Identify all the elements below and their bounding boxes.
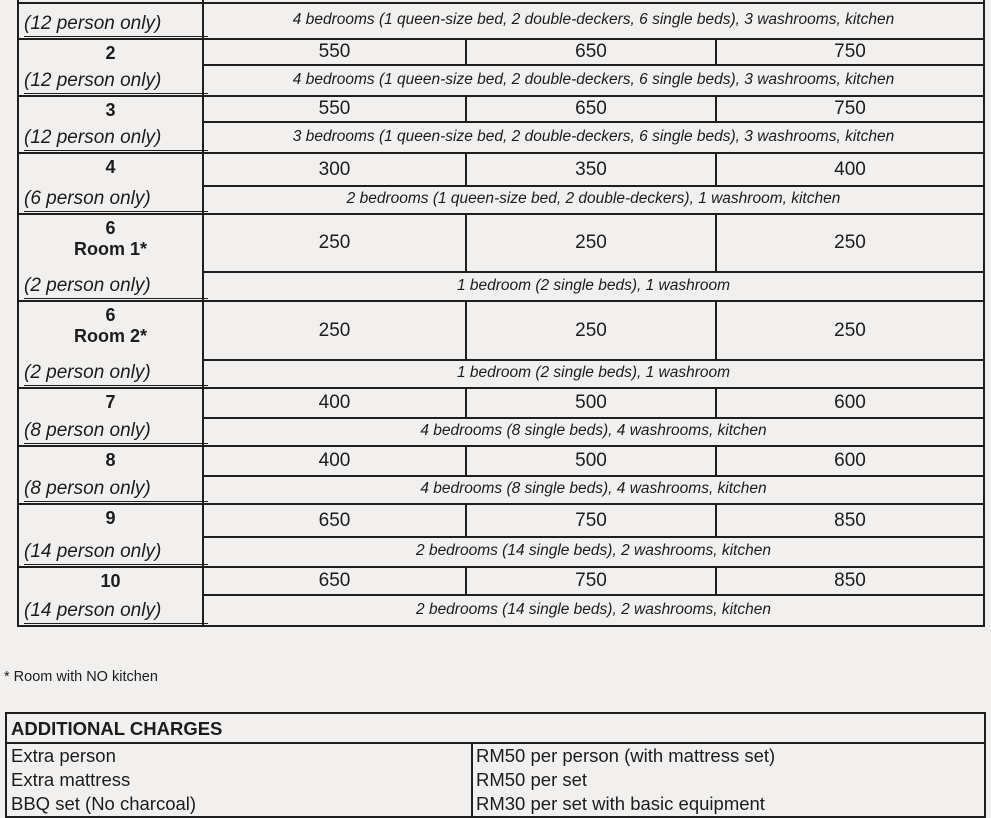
charge-rate: RM30 per set with basic equipment [476,793,765,814]
price-cell: 550 [204,40,467,64]
unit-description: 4 bedrooms (1 queen-size bed, 2 double-deckers, 6 single beds), 3 washrooms, kitchen [204,64,985,95]
price-cell: 600 [834,392,866,413]
unit-capacity: (14 person only) [24,542,202,562]
unit-number: 8 [105,450,116,470]
unit-number: 4 [105,157,116,177]
unit-row [17,215,985,302]
unit-description: 1 bedroom (2 single beds), 1 washroom [204,359,985,387]
price-cells [204,97,985,123]
unit-id-cell [17,215,204,300]
price-cells [204,389,985,419]
price-cell: 750 [467,568,717,594]
price-cell: 250 [467,302,717,359]
charges-row [7,792,984,816]
additional-charges-table [5,712,986,818]
unit-id-cell [17,568,204,625]
price-cell: 250 [467,215,717,271]
unit-id-cell [17,447,204,503]
price-cell: 300 [204,154,467,185]
rates-table [17,0,985,627]
price-cell: 650 [204,505,467,536]
price-cell: 500 [467,389,717,417]
unit-number: 2 [105,43,116,63]
unit-id-cell [17,97,204,152]
charge-item: Extra person [7,744,473,768]
charges-row [7,744,984,768]
unit-row [17,40,985,97]
price-cells [204,40,985,66]
unit-description: 2 bedrooms (14 single beds), 2 washrooms, kitchen [204,594,985,625]
unit-id-cell [17,154,204,213]
unit-capacity: (12 person only) [24,128,202,148]
price-cell: 750 [834,98,866,119]
unit-id-cell [17,40,204,95]
unit-row [17,389,985,447]
price-cell: 250 [834,232,866,253]
price-cell: 400 [204,389,467,417]
price-cell: 750 [834,41,866,62]
unit-capacity: (6 person only) [24,189,202,209]
price-cell: 750 [467,505,717,536]
unit-number: 10 [100,571,121,591]
price-cell: 250 [834,319,866,341]
unit-id-cell [17,0,204,2]
charge-rate: RM50 per person (with mattress set) [476,745,776,766]
unit-id-cell [17,4,204,38]
unit-number: 6 [105,305,116,325]
unit-row [17,447,985,505]
price-cell: 250 [204,302,467,359]
unit-capacity: (12 person only) [24,71,202,91]
charge-item: BBQ set (No charcoal) [7,792,473,816]
price-cells [204,505,985,538]
price-cell: 650 [204,568,467,594]
unit-row [17,505,985,568]
price-cell: 600 [834,450,866,471]
price-cell: 250 [204,215,467,271]
charge-rate: RM50 per set [476,769,588,790]
unit-capacity: (2 person only) [24,276,202,296]
additional-charges-title: ADDITIONAL CHARGES [7,714,984,744]
unit-number: 7 [105,392,116,412]
price-cells [204,215,985,273]
price-cell: 400 [204,447,467,475]
charge-item: Extra mattress [7,768,473,792]
price-cell: 550 [204,97,467,121]
price-cells [204,568,985,596]
unit-row [17,302,985,389]
unit-capacity: (8 person only) [24,479,202,499]
charges-row [7,768,984,792]
price-cell: 350 [467,154,717,185]
unit-row [17,154,985,215]
unit-row [17,4,985,40]
unit-id-cell [17,389,204,445]
price-cell: 850 [834,570,866,591]
unit-number: 9 [105,508,116,528]
price-cell: 850 [834,509,866,531]
unit-number: 6 [105,218,116,238]
price-cells [204,302,985,361]
price-cells [204,447,985,477]
unit-description: 4 bedrooms (1 queen-size bed, 2 double-deckers, 6 single beds), 3 washrooms, kitchen [204,2,985,38]
unit-capacity: (14 person only) [24,601,202,621]
unit-room-label: Room 2* [73,326,147,346]
price-cell: 500 [467,447,717,475]
price-cell: 650 [467,40,717,64]
unit-id-cell [17,505,204,566]
price-cell: 650 [467,97,717,121]
unit-room-label: Room 1* [73,239,147,259]
unit-description: 1 bedroom (2 single beds), 1 washroom [204,271,985,300]
unit-description: 4 bedrooms (8 single beds), 4 washrooms, kitchen [204,475,985,503]
unit-row [17,97,985,154]
footnote: * Room with NO kitchen [4,669,158,685]
price-cells [204,154,985,187]
unit-description: 2 bedrooms (14 single beds), 2 washrooms, kitchen [204,536,985,566]
price-cell: 400 [834,158,866,180]
unit-number: 3 [105,100,116,120]
unit-id-cell [17,302,204,387]
unit-row [17,568,985,627]
unit-capacity: (8 person only) [24,421,202,441]
unit-capacity: (12 person only) [24,14,202,34]
unit-description: 4 bedrooms (8 single beds), 4 washrooms, kitchen [204,417,985,445]
unit-description: 2 bedrooms (1 queen-size bed, 2 double-deckers), 1 washroom, kitchen [204,185,985,213]
unit-description: 3 bedrooms (1 queen-size bed, 2 double-deckers, 6 single beds), 3 washrooms, kitchen [204,121,985,152]
unit-capacity: (2 person only) [24,363,202,383]
